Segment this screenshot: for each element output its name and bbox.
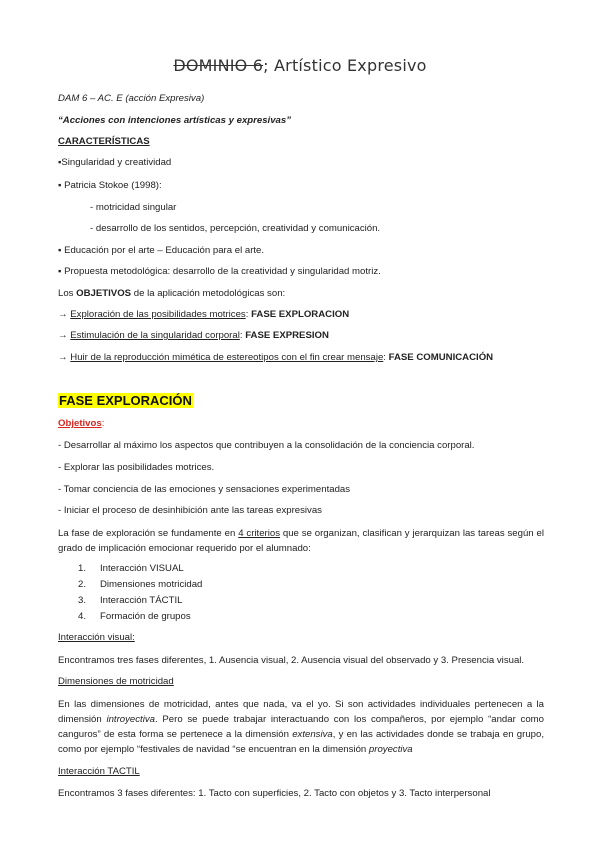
dimensiones-p3: , y en las actividades donde se trabaja en grupo, como por ejemplo “festivales de navidad “se encuentran en la dimensión (58, 729, 544, 755)
criterio-number: 4. (78, 611, 87, 622)
criterio-number: 3. (78, 595, 87, 606)
objetivos-intro-post: de la aplicación metodológicas son: (131, 288, 286, 299)
arrow-separator: : (245, 309, 252, 320)
arrow-objective (58, 309, 349, 321)
arrow-objective-text: Exploración de las posibilidades motrices (70, 309, 246, 320)
arrow-icon: → (58, 352, 71, 363)
arrow-objective-text: Huir de la reproducción mimética de estereotipos con el fin crear mensaje (70, 352, 384, 363)
bullet-item: ▪ Propuesta metodológica: desarrollo de la creatividad y singularidad motriz. (58, 266, 381, 277)
fase-paragraph-pre: La fase de exploración se fundamente en (58, 528, 239, 539)
arrow-icon: → (58, 330, 71, 341)
criterio-text: Interacción VISUAL (100, 563, 184, 574)
arrow-phase: FASE EXPLORACION (251, 309, 350, 320)
fase-paragraph-link: 4 criterios (238, 528, 280, 539)
fase-paragraph-post: que se organizan, clasifican y jerarquizan las tareas según el grado de implicación emocionar requerido por el alumnado: (58, 528, 544, 554)
criterio-item (78, 563, 184, 575)
criterio-item (78, 579, 202, 591)
criterio-item (78, 611, 191, 623)
objetivos-intro-pre: Los (58, 288, 77, 299)
sub-bullet-item: - motricidad singular (90, 202, 177, 213)
bullet-item: ▪ Patricia Stokoe (1998): (58, 180, 162, 191)
dimensiones-heading: Dimensiones de motricidad (58, 676, 174, 687)
bullet-item: ▪ Educación por el arte – Educación para el arte. (58, 245, 265, 256)
arrow-icon: → (58, 309, 71, 320)
objetivos-label-line (58, 418, 104, 430)
arrow-separator: : (239, 330, 246, 341)
objetivo-item: - Tomar conciencia de las emociones y sensaciones experimentadas (58, 484, 351, 495)
objetivos-intro-bold: OBJETIVOS (76, 288, 132, 299)
criterio-text: Formación de grupos (100, 611, 191, 622)
arrow-separator: : (383, 352, 389, 363)
dimensiones-p2: . Pero se puede trabajar interactuando con los compañeros, por ejemplo “andar como canguros” de esta forma se pertenece a la dimensión (58, 714, 544, 740)
criterio-number: 1. (78, 563, 87, 574)
fase-paragraph (58, 526, 544, 556)
criterio-item (78, 595, 182, 607)
title-struck: DOMINIO 6 (173, 56, 264, 75)
interaccion-visual-text: Encontramos tres fases diferentes, 1. Ausencia visual, 2. Ausencia visual del observado y 3. Presencia visual. (58, 655, 525, 666)
arrow-objective-text: Estimulación de la singularidad corporal (70, 330, 240, 341)
dimensiones-paragraph (58, 697, 544, 757)
dimensiones-i1: introyectiva (106, 714, 155, 725)
page-title (58, 56, 542, 75)
objetivos-colon: : (101, 418, 105, 429)
sub-bullet-item: - desarrollo de los sentidos, percepción, creatividad y comunicación. (90, 223, 381, 234)
subtitle: DAM 6 – AC. E (acción Expresiva) (58, 93, 205, 104)
interaccion-tactil-heading: Interacción TACTIL (58, 766, 140, 777)
arrow-objective (58, 330, 329, 342)
title-rest: ; Artístico Expresivo (263, 56, 427, 75)
interaccion-tactil-text: Encontramos 3 fases diferentes: 1. Tacto con superficies, 2. Tacto con objetos y 3. Tacto interpersonal (58, 788, 491, 799)
dimensiones-p1: En las dimensiones de motricidad, antes que nada, va el yo. Si son actividades individuales pertenecen a la dimensión (58, 699, 544, 725)
caracteristicas-heading: CARACTERÍSTICAS (58, 136, 150, 147)
arrow-phase: FASE COMUNICACIÓN (388, 352, 494, 363)
fase-exploracion-heading (58, 393, 193, 411)
dimensiones-i3: proyectiva (368, 744, 413, 755)
objetivo-item: - Desarrollar al máximo los aspectos que contribuyen a la consolidación de la conciencia corporal. (58, 440, 475, 451)
interaccion-visual-heading: Interacción visual: (58, 632, 135, 643)
arrow-phase: FASE EXPRESION (245, 330, 329, 341)
criterio-number: 2. (78, 579, 87, 590)
objetivo-item: - Iniciar el proceso de desinhibición ante las tareas expresivas (58, 505, 322, 516)
objetivos-label: Objetivos (58, 418, 102, 429)
objetivo-item: - Explorar las posibilidades motrices. (58, 462, 215, 473)
bullet-item: ▪Singularidad y creatividad (58, 157, 172, 168)
objetivos-intro (58, 288, 285, 300)
criterio-text: Interacción TÁCTIL (100, 595, 183, 606)
arrow-objective (58, 352, 493, 364)
criterio-text: Dimensiones motricidad (100, 579, 203, 590)
dimensiones-i2: extensiva (292, 729, 333, 740)
quote-heading: “Acciones con intenciones artísticas y expresivas” (58, 115, 292, 126)
highlighted-heading: FASE EXPLORACIÓN (59, 393, 192, 408)
